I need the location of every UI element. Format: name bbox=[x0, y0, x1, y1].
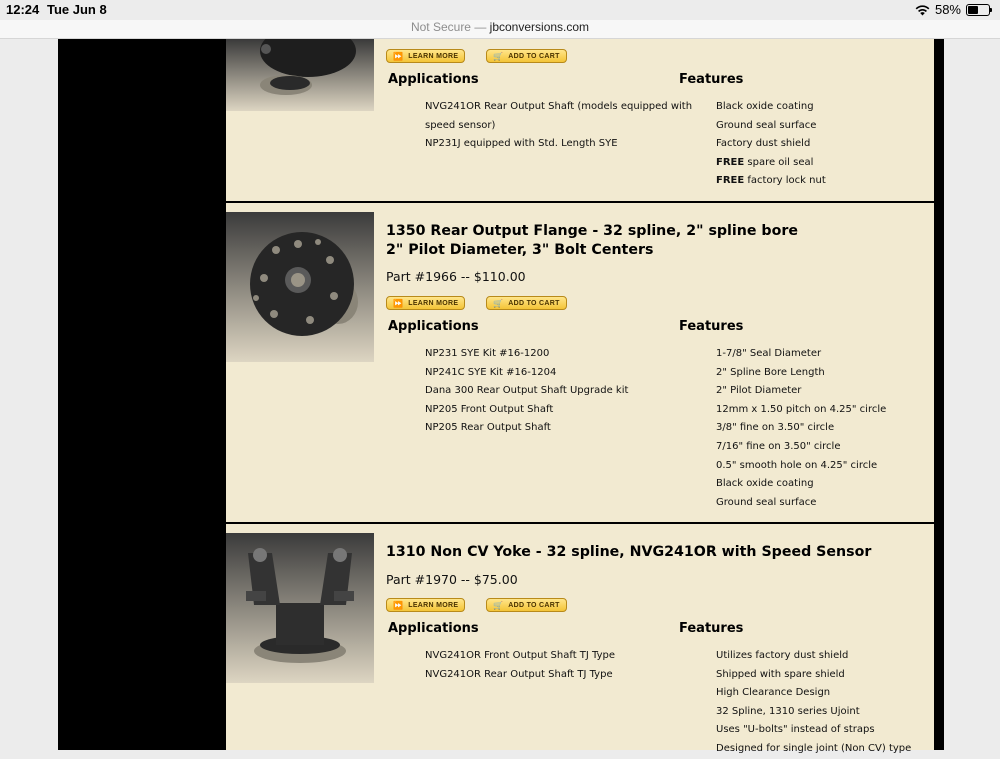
feature-item: 12mm x 1.50 pitch on 4.25" circle bbox=[716, 403, 887, 415]
application-item: NVG241OR Front Output Shaft TJ Type bbox=[425, 650, 616, 661]
learn-more-button[interactable]: ⏩ LEARN MORE bbox=[386, 296, 465, 310]
feature-item: Uses "U-bolts" instead of straps bbox=[716, 724, 875, 736]
feature-item: Designed for single joint (Non CV) type bbox=[716, 742, 912, 754]
wifi-icon bbox=[915, 4, 930, 15]
applications-heading: Applications bbox=[388, 621, 479, 636]
feature-item: 3/8" fine on 3.50" circle bbox=[716, 422, 835, 434]
product-item bbox=[225, 203, 933, 522]
features-list bbox=[716, 647, 926, 759]
product-image[interactable] bbox=[226, 533, 374, 683]
feature-item: 2" Spline Bore Length bbox=[716, 366, 825, 378]
feature-item: FREE factory lock nut bbox=[716, 175, 826, 187]
feature-item: Ground seal surface bbox=[716, 496, 817, 508]
applications-heading: Applications bbox=[388, 319, 479, 334]
application-item: Dana 300 Rear Output Shaft Upgrade kit bbox=[425, 385, 629, 397]
fast-forward-icon: ⏩ bbox=[393, 298, 404, 308]
battery-percent: 58% bbox=[934, 2, 961, 17]
product-item bbox=[225, 524, 933, 754]
feature-item: Utilizes factory dust shield bbox=[716, 650, 849, 661]
features-list bbox=[716, 98, 926, 191]
url-separator: — bbox=[474, 20, 487, 34]
product-item bbox=[225, 39, 933, 201]
status-time: 12:24 bbox=[6, 2, 40, 17]
application-item: NVG241OR Rear Output Shaft (models equipped with bbox=[425, 101, 693, 112]
feature-item: High Clearance Design bbox=[716, 687, 831, 699]
url-domain: jbconversions.com bbox=[489, 20, 590, 34]
application-item: speed sensor) bbox=[425, 119, 496, 131]
feature-item: 7/16" fine on 3.50" circle bbox=[716, 440, 841, 452]
add-to-cart-button[interactable]: 🛒 ADD TO CART bbox=[486, 296, 567, 310]
status-bar bbox=[0, 0, 1000, 20]
learn-more-button[interactable]: ⏩ LEARN MORE bbox=[386, 598, 465, 612]
product-image[interactable] bbox=[226, 212, 374, 362]
address-bar[interactable] bbox=[0, 20, 1000, 39]
features-heading: Features bbox=[679, 621, 744, 636]
product-image[interactable] bbox=[226, 39, 374, 111]
product-title[interactable]: 1310 Non CV Yoke - 32 spline, NVG241OR with Speed Sensor bbox=[386, 544, 872, 560]
application-item: NP241C SYE Kit #16-1204 bbox=[425, 366, 557, 378]
security-label: Not Secure bbox=[410, 20, 471, 34]
features-heading: Features bbox=[679, 319, 744, 334]
features-heading: Features bbox=[679, 72, 744, 87]
product-price: Part #1966 -- $110.00 bbox=[386, 269, 526, 284]
features-list bbox=[716, 345, 926, 512]
product-price: Part #1970 -- $75.00 bbox=[386, 572, 518, 587]
application-item: NP231J equipped with Std. Length SYE bbox=[425, 138, 618, 150]
applications-list bbox=[425, 647, 695, 684]
add-to-cart-button[interactable]: 🛒 ADD TO CART bbox=[486, 598, 567, 612]
learn-more-button[interactable]: ⏩ LEARN MORE bbox=[386, 49, 465, 63]
application-item: NP205 Front Output Shaft bbox=[425, 403, 554, 415]
feature-item: 0.5" smooth hole on 4.25" circle bbox=[716, 459, 878, 471]
feature-item: Ground seal surface bbox=[716, 119, 817, 131]
feature-item: Black oxide coating bbox=[716, 478, 814, 490]
feature-item: Factory dust shield bbox=[716, 138, 811, 150]
fast-forward-icon: ⏩ bbox=[393, 51, 404, 61]
status-right bbox=[915, 2, 990, 17]
application-item: NP205 Rear Output Shaft bbox=[425, 422, 551, 434]
application-item: NVG241OR Rear Output Shaft TJ Type bbox=[425, 668, 613, 680]
cart-icon: 🛒 bbox=[493, 298, 504, 308]
application-item: NP231 SYE Kit #16-1200 bbox=[425, 348, 550, 359]
product-title[interactable]: 1350 Rear Output Flange - 32 spline, 2" spline bore 2" Pilot Diameter, 3" Bolt Centers bbox=[386, 223, 798, 258]
applications-list bbox=[425, 98, 695, 154]
feature-item: 1-7/8" Seal Diameter bbox=[716, 348, 822, 359]
feature-item: Black oxide coating bbox=[716, 101, 814, 112]
feature-item: Shipped with spare shield bbox=[716, 668, 845, 680]
cart-icon: 🛒 bbox=[493, 600, 504, 610]
fast-forward-icon: ⏩ bbox=[393, 600, 404, 610]
battery-icon bbox=[966, 4, 990, 16]
applications-heading: Applications bbox=[388, 72, 479, 87]
status-date: Tue Jun 8 bbox=[47, 2, 107, 17]
feature-item: 2" Pilot Diameter bbox=[716, 385, 802, 397]
cart-icon: 🛒 bbox=[493, 51, 504, 61]
applications-list bbox=[425, 345, 695, 438]
feature-item: FREE spare oil seal bbox=[716, 156, 814, 168]
feature-item: 32 Spline, 1310 series Ujoint bbox=[716, 705, 860, 717]
add-to-cart-button[interactable]: 🛒 ADD TO CART bbox=[486, 49, 567, 63]
